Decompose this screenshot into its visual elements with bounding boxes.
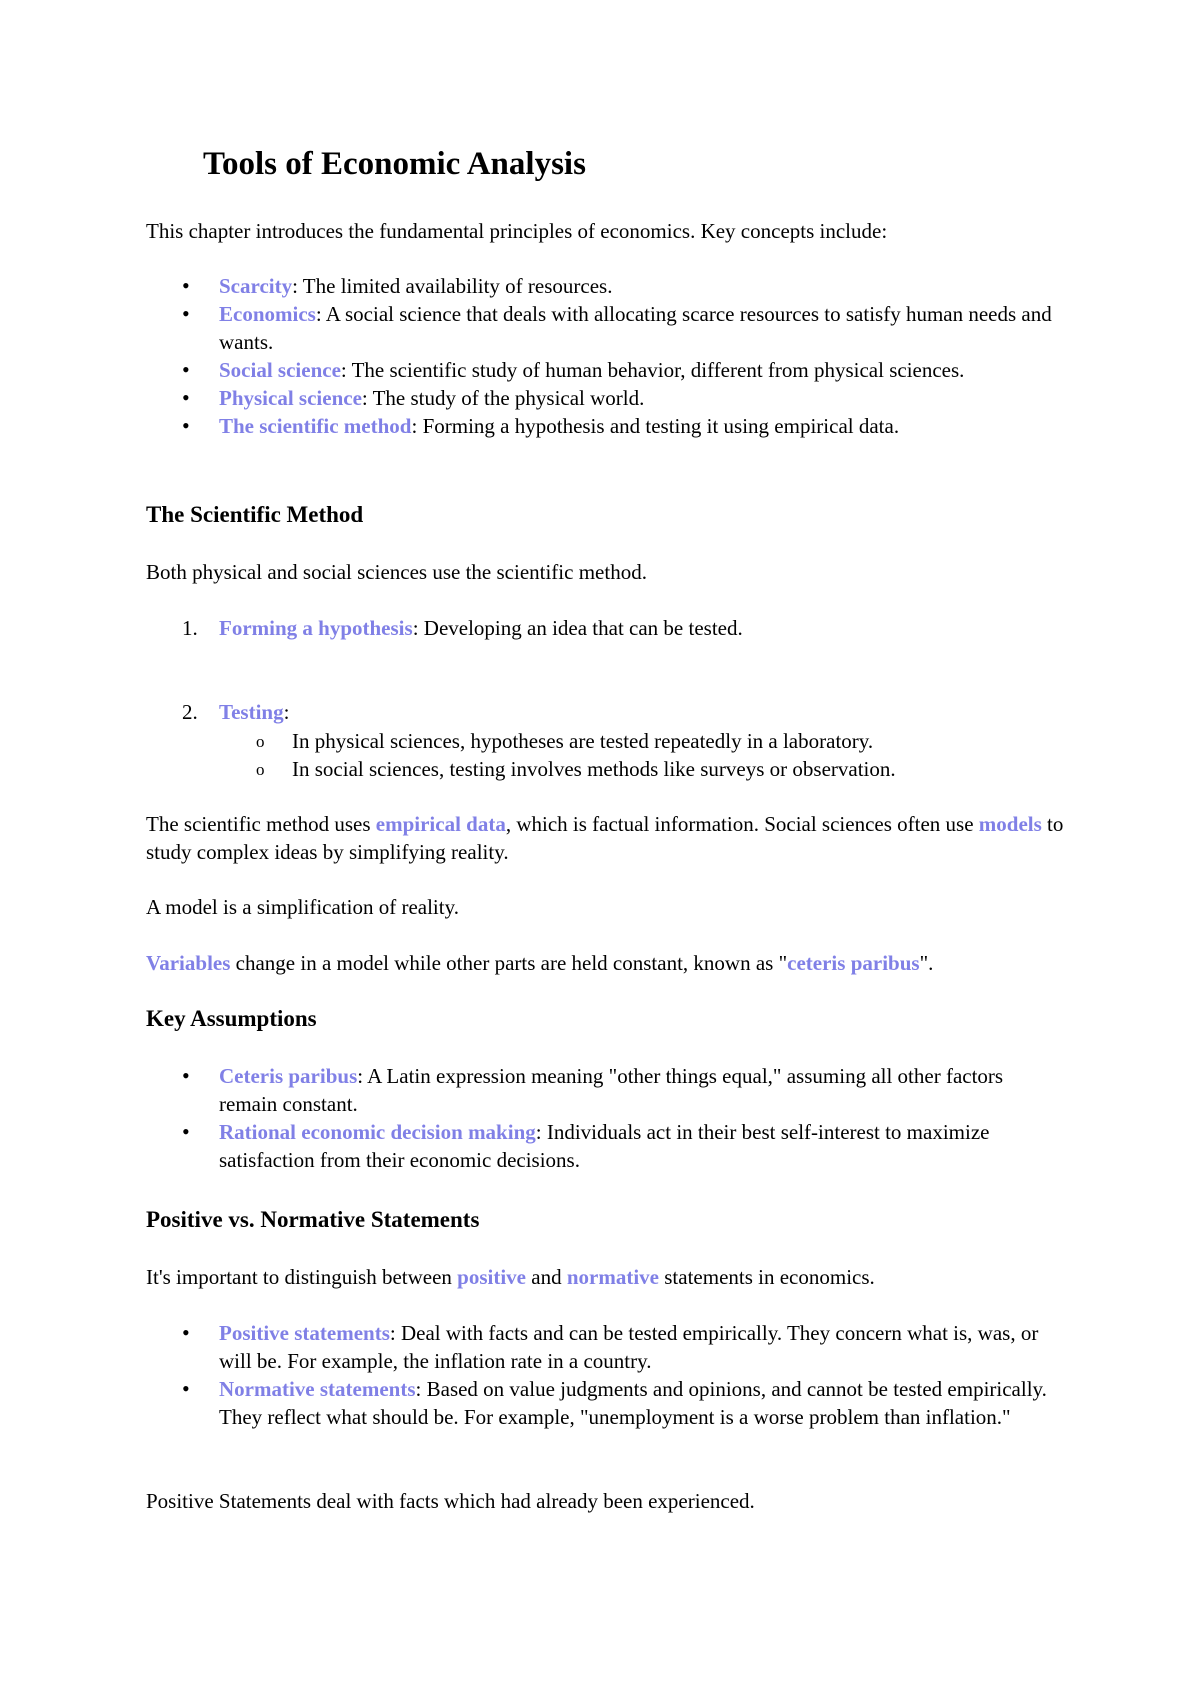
closing-paragraph: Positive Statements deal with facts which had already been experienced.: [146, 1489, 755, 1513]
list-item: [146, 384, 1066, 412]
definition-text: : Forming a hypothesis and testing it using empirical data.: [411, 414, 900, 438]
text-run: and: [526, 1265, 567, 1289]
term-highlight: Positive statements: [219, 1321, 390, 1345]
sci-method-intro: Both physical and social sciences use the scientific method.: [146, 560, 647, 584]
model-paragraph: A model is a simplification of reality.: [146, 895, 459, 919]
text-run: It's important to distinguish between: [146, 1265, 458, 1289]
numbered-item-1: [146, 614, 1139, 642]
empirical-data-paragraph: [146, 810, 1066, 866]
term-highlight: models: [978, 812, 1042, 836]
variables-paragraph: [146, 949, 1066, 977]
term-highlight: Ceteris paribus: [219, 1064, 358, 1088]
concepts-list: [146, 272, 1066, 440]
list-item: [146, 300, 1066, 356]
term-highlight: Forming a hypothesis: [219, 616, 413, 640]
list-item: [146, 356, 1066, 384]
list-item: [146, 272, 1066, 300]
section-heading-key-assumptions: Key Assumptions: [146, 1006, 317, 1031]
term-highlight: empirical data: [375, 812, 506, 836]
definition-text: : Deal with facts and can be tested empirically. They concern what is, was, or will be. For example, the inflation rate in a country.: [219, 1321, 1039, 1373]
list-item: [146, 1319, 1066, 1375]
definition-text: : The limited availability of resources.: [292, 274, 613, 298]
numbered-item-2: [146, 698, 1139, 726]
statements-intro: [146, 1263, 1066, 1291]
definition-text: : Individuals act in their best self-interest to maximize satisfaction from their economic decisions.: [219, 1120, 990, 1172]
list-item: [146, 1375, 1066, 1431]
definition-text: : The scientific study of human behavior, different from physical sciences.: [340, 358, 965, 382]
term-highlight: ceteris paribus: [787, 951, 920, 975]
definition-text: : A social science that deals with allocating scarce resources to satisfy human needs and wants.: [219, 302, 1052, 354]
item-number: 2.: [182, 700, 198, 724]
sublist-item: o In social sciences, testing involves methods like surveys or observation.: [146, 755, 1066, 783]
text-run: ".: [919, 951, 934, 975]
document-title: Tools of Economic Analysis: [203, 146, 586, 182]
assumptions-list: [146, 1062, 1066, 1174]
list-item: [146, 412, 1066, 440]
text-run: to study complex ideas by simplifying reality.: [146, 812, 1064, 864]
testing-sublist: [146, 727, 1066, 783]
definition-text: : The study of the physical world.: [361, 386, 645, 410]
term-highlight: positive: [457, 1265, 527, 1289]
term-highlight: Social science: [219, 358, 341, 382]
text-run: change in a model while other parts are held constant, known as ": [230, 951, 788, 975]
definition-text: :: [283, 700, 290, 724]
section-heading-scientific-method: The Scientific Method: [146, 502, 364, 527]
sublist-item: o In physical sciences, hypotheses are tested repeatedly in a laboratory.: [146, 727, 1066, 755]
term-highlight: Normative statements: [219, 1377, 416, 1401]
term-highlight: Testing: [219, 700, 284, 724]
term-highlight: Scarcity: [219, 274, 293, 298]
list-item: [146, 1062, 1066, 1118]
text-run: The scientific method uses: [146, 812, 376, 836]
definition-text: : Developing an idea that can be tested.: [412, 616, 743, 640]
term-highlight: Physical science: [219, 386, 362, 410]
text-run: statements in economics.: [659, 1265, 875, 1289]
section-heading-positive-normative: Positive vs. Normative Statements: [146, 1207, 480, 1232]
list-item: [146, 1118, 1066, 1174]
intro-paragraph: This chapter introduces the fundamental principles of economics. Key concepts include:: [146, 219, 888, 243]
term-highlight: The scientific method: [219, 414, 412, 438]
term-highlight: normative: [566, 1265, 659, 1289]
text-run: , which is factual information. Social sciences often use: [505, 812, 979, 836]
statements-list: [146, 1319, 1066, 1431]
definition-text: : A Latin expression meaning "other things equal," assuming all other factors remain constant.: [219, 1064, 1004, 1116]
definition-text: : Based on value judgments and opinions, and cannot be tested empirically. They reflect what should be. For example, "unemployment is a worse problem than inflation.": [219, 1377, 1047, 1429]
item-number: 1.: [182, 616, 198, 640]
term-highlight: Economics: [219, 302, 316, 326]
term-highlight: Rational economic decision making: [219, 1120, 536, 1144]
term-highlight: Variables: [146, 951, 231, 975]
